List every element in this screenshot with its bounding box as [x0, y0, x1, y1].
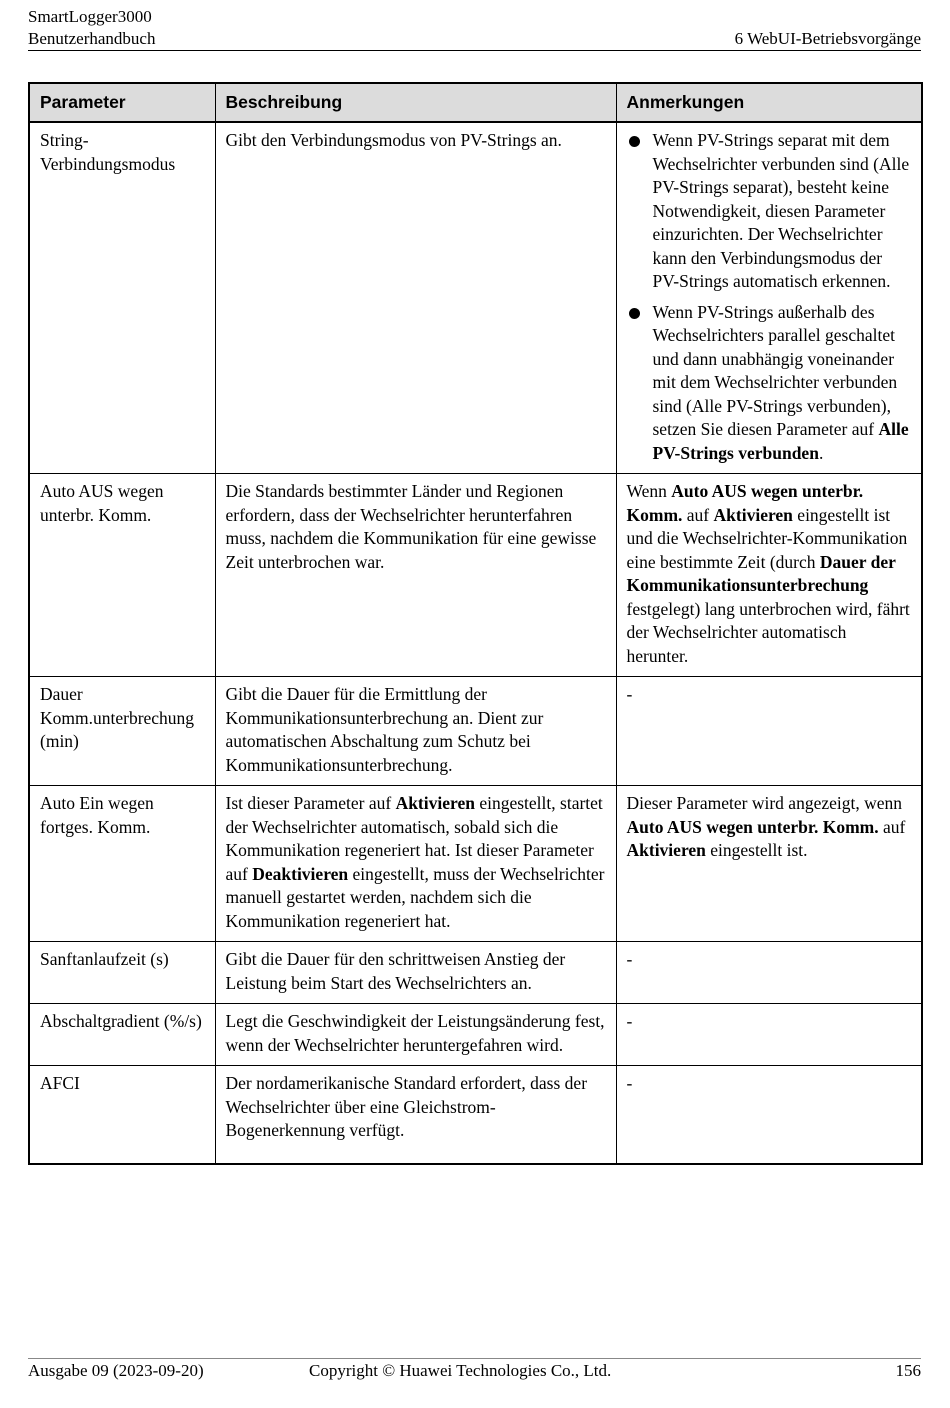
column-header-description: Beschreibung: [215, 83, 616, 122]
parameter-cell: Auto Ein wegen fortges. Komm.: [29, 786, 215, 942]
table-row: [29, 474, 922, 677]
chapter-title: 6 WebUI-Betriebsvorgänge: [734, 29, 921, 48]
remark-bold-text: Aktivieren: [626, 840, 706, 860]
running-header-left: [28, 6, 155, 50]
table-header-row: [29, 83, 922, 122]
table-row: [29, 1066, 922, 1164]
column-header-parameter: Parameter: [29, 83, 215, 122]
description-bold-text: Deaktivieren: [252, 863, 349, 884]
table-row: [29, 677, 922, 786]
description-cell: Gibt die Dauer für die Ermittlung der Kommunikationsunterbrechung an. Dient zur automatischen Abschaltung zum Schutz bei Kommunikationsunterbrechung.: [215, 677, 616, 786]
parameter-cell: Dauer Komm.unterbrechung (min): [29, 677, 215, 786]
remarks-cell: -: [616, 1066, 922, 1164]
parameter-cell: String-Verbindungsmodus: [29, 122, 215, 474]
header-rule: [28, 50, 921, 51]
remarks-cell: [616, 474, 922, 677]
remarks-list: [627, 129, 913, 465]
table-row: [29, 942, 922, 1004]
parameter-cell: Abschaltgradient (%/s): [29, 1004, 215, 1066]
remark-text: eingestellt ist.: [705, 840, 808, 860]
description-cell: [215, 786, 616, 942]
table-row: [29, 122, 922, 474]
footer-rule: [28, 1358, 921, 1359]
parameter-cell: AFCI: [29, 1066, 215, 1164]
product-name: SmartLogger3000: [28, 7, 152, 26]
parameter-table: [28, 82, 923, 1165]
remark-text: Dieser Parameter wird angezeigt, wenn: [626, 793, 903, 813]
edition-label: Ausgabe 09 (2023-09-20): [28, 1361, 204, 1380]
table-row: [29, 786, 922, 942]
description-cell: Gibt die Dauer für den schrittweisen Anstieg der Leistung beim Start des Wechselrichters an.: [215, 942, 616, 1004]
remark-bold-text: Auto AUS wegen unterbr. Komm.: [626, 816, 879, 837]
remarks-cell: -: [616, 1004, 922, 1066]
remarks-cell: [616, 786, 922, 942]
remark-bold-text: Alle PV-Strings verbunden: [652, 419, 909, 463]
remark-text: auf: [878, 816, 906, 837]
page-number: 156: [895, 1361, 921, 1380]
description-text: Ist dieser Parameter auf: [225, 793, 396, 813]
remark-text: Wenn PV-Strings separat mit dem Wechselrichter verbunden sind (Alle PV-Strings separat), besteht keine Notwendigkeit, diesen Parameter einzurichten. Der Wechselrichter kann den Verbindungsmodus der PV-Strings automatisch erkennen.: [652, 130, 910, 291]
remarks-cell: [616, 122, 922, 474]
parameter-cell: Auto AUS wegen unterbr. Komm.: [29, 474, 215, 677]
copyright-notice: Copyright © Huawei Technologies Co., Ltd.: [309, 1361, 612, 1380]
list-item: [627, 301, 913, 466]
remark-text: festgelegt) lang unterbrochen wird, fährt der Wechselrichter automatisch herunter.: [626, 598, 910, 666]
description-text: eingestellt, startet der Wechselrichter automatisch, sobald sich die Kommunikation regeneriert hat. Ist dieser Parameter auf: [225, 793, 603, 884]
remark-bold-text: Auto AUS wegen unterbr. Komm.: [626, 481, 864, 525]
remark-text: .: [818, 442, 824, 463]
remark-bold-text: Dauer der Kommunikationsunterbrechung: [626, 551, 896, 595]
remark-text: Wenn PV-Strings außerhalb des Wechselrichters parallel geschaltet und dann unabhängig voneinander mit dem Wechselrichter verbunden sind (Alle PV-Strings verbunden), setzen Sie diesen Parameter auf: [652, 301, 898, 439]
remarks-cell: -: [616, 677, 922, 786]
description-cell: Der nordamerikanische Standard erfordert, dass der Wechselrichter über eine Gleichstrom-Bogenerkennung verfügt.: [215, 1066, 616, 1164]
remark-text: Wenn: [626, 481, 672, 501]
table-row: [29, 1004, 922, 1066]
remarks-cell: -: [616, 942, 922, 1004]
description-cell: Gibt den Verbindungsmodus von PV-Strings an.: [215, 122, 616, 474]
bullet-icon: [629, 136, 640, 147]
description-cell: Die Standards bestimmter Länder und Regionen erfordern, dass der Wechselrichter herunterfahren muss, nachdem die Kommunikation für eine gewisse Zeit unterbrochen war.: [215, 474, 616, 677]
description-text: eingestellt, muss der Wechselrichter manuell gestartet werden, nachdem sich die Kommunikation regeneriert hat.: [225, 863, 605, 931]
parameter-cell: Sanftanlaufzeit (s): [29, 942, 215, 1004]
remark-bold-text: Aktivieren: [713, 504, 793, 525]
column-header-remarks: Anmerkungen: [616, 83, 922, 122]
list-item: [627, 129, 913, 294]
description-cell: Legt die Geschwindigkeit der Leistungsänderung fest, wenn der Wechselrichter heruntergefahren wird.: [215, 1004, 616, 1066]
manual-title: Benutzerhandbuch: [28, 29, 156, 48]
remark-text: auf: [682, 504, 714, 525]
bullet-icon: [629, 308, 640, 319]
remark-text: eingestellt ist und die Wechselrichter-Kommunikation eine bestimmte Zeit (durch: [626, 504, 908, 572]
description-bold-text: Aktivieren: [395, 793, 475, 813]
